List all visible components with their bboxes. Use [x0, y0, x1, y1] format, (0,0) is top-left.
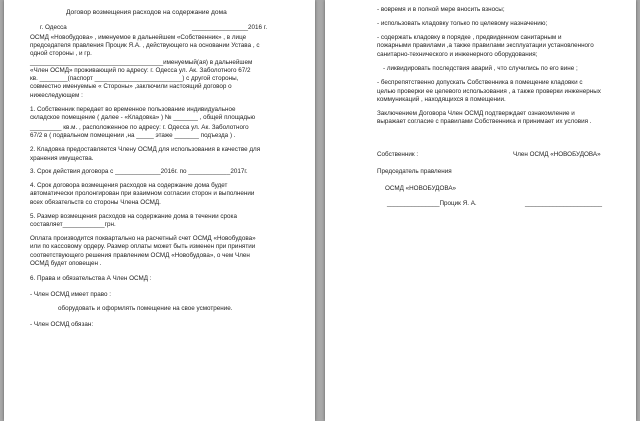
clause-3-line: 3. Срок действия договора с _____________2016г. по ____________2017г.: [30, 168, 248, 175]
clause-4-line: 4. Срок договора возмещения расходов на содержание дома будет: [30, 182, 228, 189]
duty-item: - вовремя и в полной мере вносить взносы;: [377, 6, 505, 13]
osmd-name: ОСМД «НОВОБУДОВА»: [385, 185, 457, 192]
payment-line: или по кассовому ордеру. Размер оплаты может быть изменен при принятии: [30, 243, 256, 250]
member-duties-heading: - Член ОСМД обязан:: [30, 321, 94, 328]
clause-6-heading: 6. Права и обязательства А Член ОСМД :: [30, 275, 152, 282]
paragraph-line: одной стороны , и гр.: [30, 50, 92, 57]
clause-1-line: 1. Собственник передает во временное пользование индивидуальное: [30, 106, 236, 113]
member-label: Член ОСМД «НОВОБУДОВА»: [513, 151, 601, 158]
document-page-right: [325, 0, 636, 421]
owner-label: Собственник :: [377, 151, 419, 158]
paragraph-line: нижеследующем :: [30, 92, 83, 99]
paragraph-line: совместно именуемые « Стороны» ,заключили настоящий договор о: [30, 83, 232, 90]
clause-2-line: хранения имущества.: [30, 155, 94, 162]
city-label: г. Одесса: [40, 24, 67, 31]
duty-item: - содержать кладовку в порядке , предвиденном санитарным и: [377, 34, 562, 41]
duty-item-cont: коммуникаций , находящихся в помещении.: [377, 96, 506, 103]
chairman-signature-line: _______________Процик Я. А.: [387, 200, 477, 207]
member-right-item: оборудовать и оформлять помещение на свое усмотрение.: [58, 305, 233, 312]
duty-item-cont: санитарно-технического и инженерного оборудования;: [377, 51, 538, 58]
document-page-left: [4, 0, 315, 421]
paragraph-line: ОСМД «Новобудова» , именуемое в дальнейшем «Собственник» , в лице: [30, 34, 247, 41]
clause-1-line: 67/2 в ( подвальном помещении ,на _____ этаже _______ подъезда ) .: [30, 132, 236, 139]
clause-2-line: 2. Кладовка предоставляется Члену ОСМД для использования в качестве для: [30, 146, 261, 153]
conclusion-line: выражает согласие с правилами Собственника и принимает их условия .: [377, 118, 592, 125]
duty-item-cont: целью проверки ее целевого использования , а также проверки инженерных: [377, 88, 601, 95]
conclusion-line: Заключением Договора Член ОСМД подтверждает ознакомление и: [377, 110, 575, 117]
clause-1-line: складское помещение ( далее - «Кладовка» ) № _______ , общей площадью: [30, 114, 256, 121]
member-rights-heading: - Член ОСМД имеет право :: [30, 291, 112, 298]
paragraph-line: «Член ОСМД» проживающий по адресу: г. Одесса ул. Ак. Заболотного 67/2: [30, 67, 251, 74]
clause-5-line: 5. Размер возмещения расходов на содержание дома в течении срока: [30, 213, 237, 220]
paragraph-line: кв. ________(паспорт _________________________) с другой стороны,: [30, 75, 239, 82]
clause-5-line: составляет____________грн.: [30, 221, 116, 228]
duty-item: - ликвидировать последствия аварий , что случились по его вине ;: [383, 65, 578, 72]
paragraph-line: ______________________________________именуемый(ая) в дальнейшем: [30, 59, 253, 66]
paragraph-line: председателя правления Процик Я.А. , действующего на основании Устава , с: [30, 42, 260, 49]
chairman-label: Председатель правления: [377, 168, 452, 175]
duty-item: - использовать кладовку только по целевому назначению;: [377, 20, 548, 27]
clause-4-line: автоматически пролонгирован при взаимном согласии сторон и выполнении: [30, 190, 255, 197]
payment-line: соответствующего решения правлением ОСМД «Новобудова», о чем Член: [30, 252, 250, 259]
date-line: ________________2016 г.: [192, 24, 268, 31]
clause-1-line: _________ кв.м. , расположенное по адресу: г. Одесса ул. Ак. Заболотного: [30, 124, 249, 131]
member-signature-line: ______________________: [525, 200, 603, 207]
payment-line: Оплата производится поквартально на расчетный счет ОСМД «Новобудова»: [30, 235, 256, 242]
duty-item-cont: пожарными правилами ,а также правилами эксплуатации установленного: [377, 42, 594, 49]
clause-4-line: всех обязательств со стороны Члена ОСМД.: [30, 199, 161, 206]
contract-title: Договор возмещения расходов на содержание дома: [66, 9, 227, 16]
duty-item: - беспрепятственно допускать Собственника в помещение кладовки с: [377, 79, 583, 86]
payment-line: ОСМД будет оповещен .: [30, 260, 102, 267]
